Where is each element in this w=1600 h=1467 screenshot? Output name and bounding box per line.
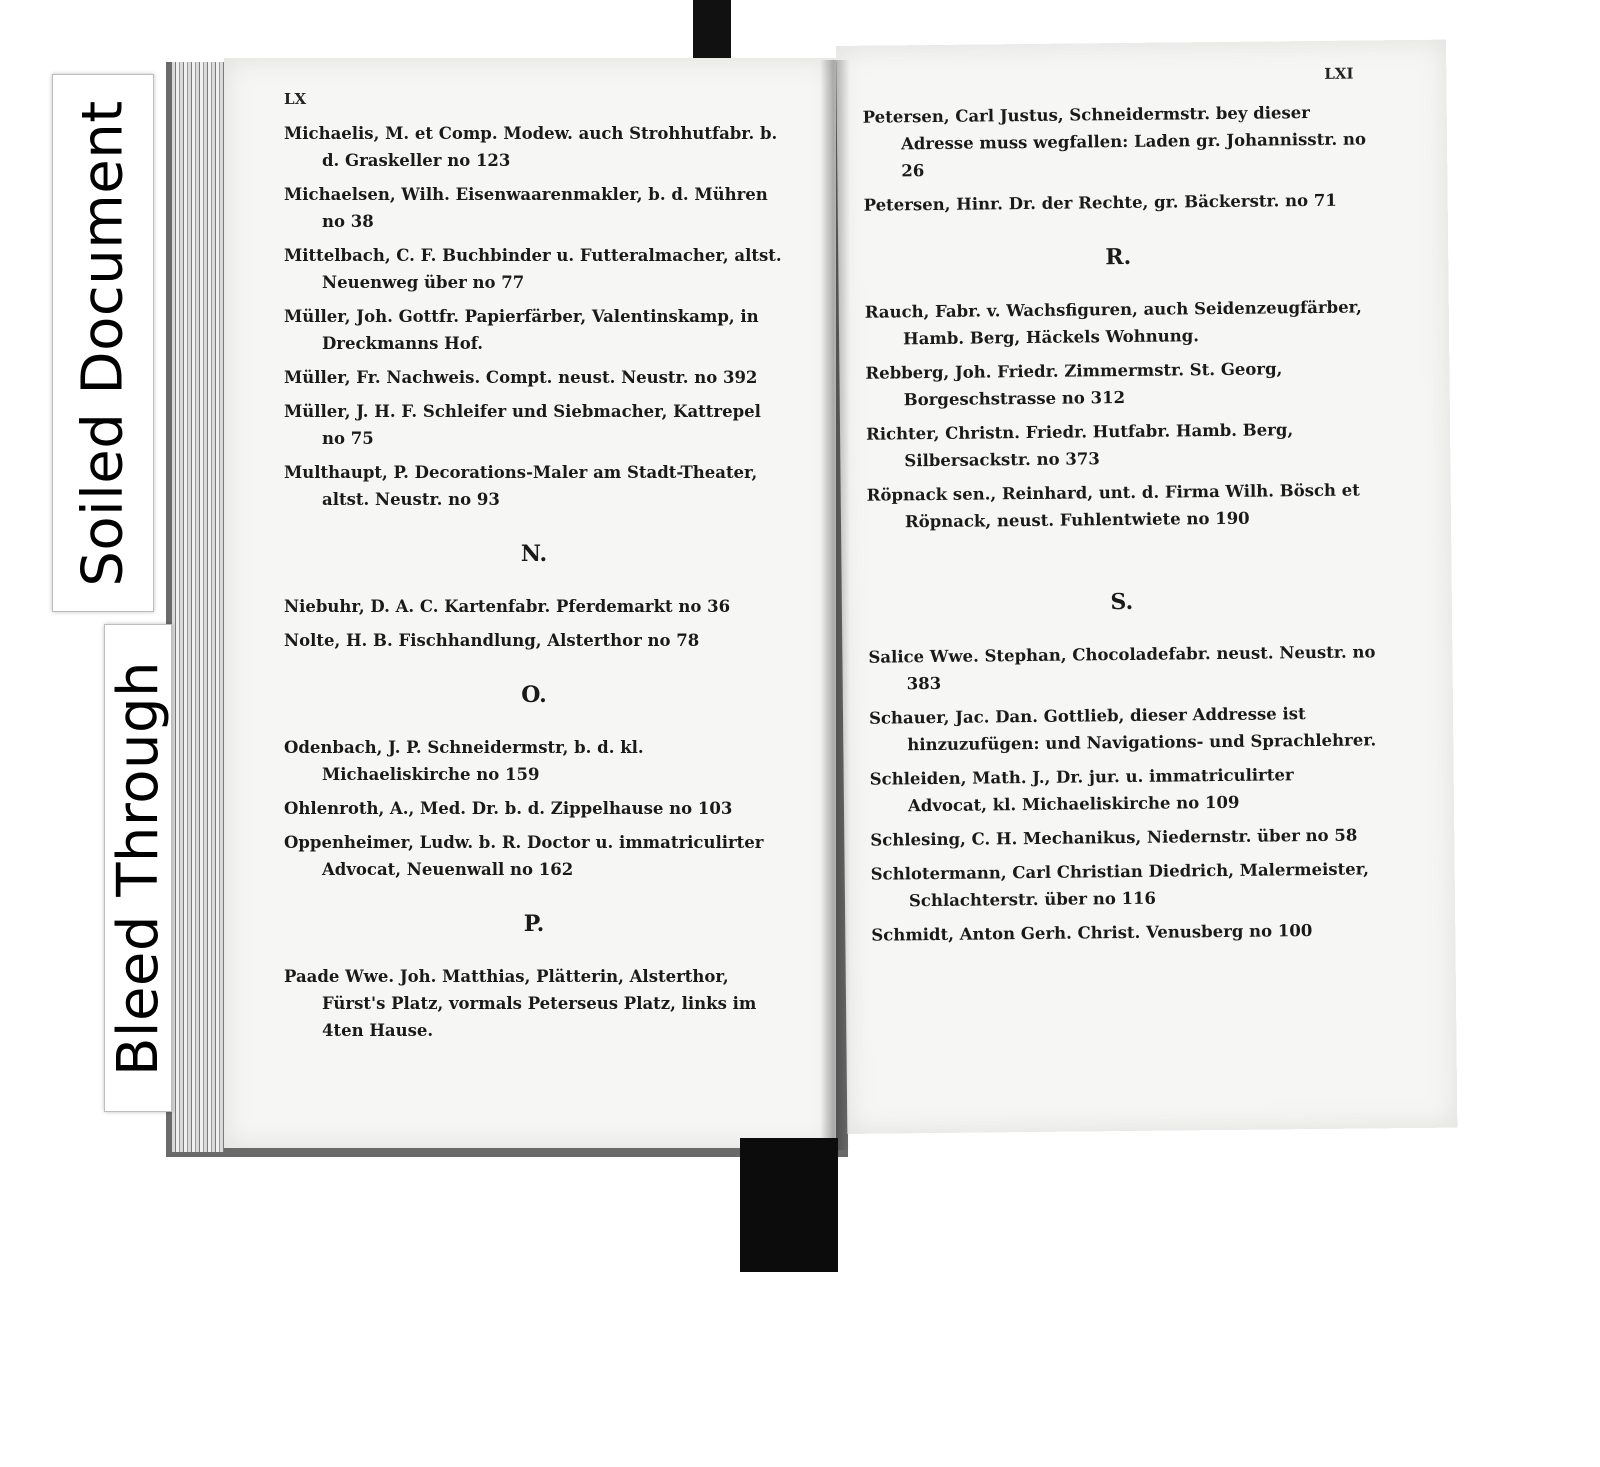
page-number: LX [284, 90, 307, 108]
page-edges [172, 62, 224, 1152]
right-page-text [863, 98, 1380, 955]
bleed-through-label: Bleed Through [105, 660, 171, 1076]
bleed-through-tag [104, 624, 172, 1112]
entry: Oppenheimer, Ludw. b. R. Doctor u. immatriculirter Advocat, Neuenwall no 162 [284, 833, 764, 879]
section-heading: S. [1110, 588, 1134, 616]
entry: Petersen, Hinr. Dr. der Rechte, gr. Bäckerstr. no 71 [863, 190, 1337, 215]
entry: Müller, J. H. F. Schleifer und Siebmacher, Kattrepel no 75 [284, 402, 761, 448]
entry: Odenbach, J. P. Schneidermstr, b. d. kl. Michaeliskirche no 159 [284, 738, 644, 784]
entry: Schauer, Jac. Dan. Gottlieb, dieser Addresse ist hinzuzufügen: und Navigations- und Sprachlehrer. [868, 704, 1377, 755]
entry: Schlesing, C. H. Mechanikus, Niedernstr. über no 58 [870, 825, 1358, 850]
book-gutter [820, 60, 850, 1150]
entry: Petersen, Carl Justus, Schneidermstr. bey dieser Adresse muss wegfallen: Laden gr. Johannisstr. no 26 [862, 103, 1367, 181]
entry: Schlotermann, Carl Christian Diedrich, Malermeister, Schlachterstr. über no 116 [870, 859, 1370, 911]
section-heading: P. [523, 911, 545, 937]
entry: Rebberg, Joh. Friedr. Zimmermstr. St. Georg, Borgeschstrasse no 312 [865, 359, 1283, 410]
entry: Multhaupt, P. Decorations-Maler am Stadt-Theater, altst. Neustr. no 93 [284, 463, 758, 509]
entry: Paade Wwe. Joh. Matthias, Plätterin, Alsterthor, Fürst's Platz, vormals Peterseus Platz, links im 4ten Hause. [284, 967, 757, 1040]
binding-strap-bottom [740, 1138, 838, 1272]
entry: Müller, Fr. Nachweis. Compt. neust. Neustr. no 392 [284, 368, 758, 387]
soiled-document-label: Soiled Document [70, 99, 136, 587]
entry: Müller, Joh. Gottfr. Papierfärber, Valentinskamp, in Dreckmanns Hof. [284, 307, 759, 353]
entry: Mittelbach, C. F. Buchbinder u. Futteralmacher, altst. Neuenweg über no 77 [284, 246, 782, 292]
entry: Salice Wwe. Stephan, Chocoladefabr. neust. Neustr. no 383 [868, 642, 1376, 694]
page-number: LXI [1324, 64, 1354, 83]
entry: Michaelsen, Wilh. Eisenwaarenmakler, b. d. Mühren no 38 [284, 185, 768, 231]
section-heading: R. [1105, 243, 1132, 271]
left-page-text [284, 120, 784, 1051]
left-page [224, 58, 836, 1148]
entry: Nolte, H. B. Fischhandlung, Alsterthor no 78 [284, 631, 700, 650]
entry: Rauch, Fabr. v. Wachsfiguren, auch Seidenzeugfärber, Hamb. Berg, Häckels Wohnung. [864, 297, 1362, 349]
soiled-document-tag [52, 74, 154, 612]
right-page [836, 40, 1457, 1134]
entry: Schleiden, Math. J., Dr. jur. u. immatriculirter Advocat, kl. Michaeliskirche no 109 [869, 765, 1294, 816]
entry: Niebuhr, D. A. C. Kartenfabr. Pferdemarkt no 36 [284, 597, 731, 616]
entry: Röpnack sen., Reinhard, unt. d. Firma Wilh. Bösch et Röpnack, neust. Fuhlentwiete no 190 [866, 480, 1360, 532]
binding-strap-top [693, 0, 731, 66]
section-heading: O. [521, 682, 547, 708]
entry: Schmidt, Anton Gerh. Christ. Venusberg no 100 [871, 921, 1313, 945]
section-heading: N. [520, 541, 548, 567]
entry: Richter, Christn. Friedr. Hutfabr. Hamb. Berg, Silbersackstr. no 373 [865, 420, 1294, 471]
entry: Michaelis, M. et Comp. Modew. auch Strohhutfabr. b. d. Graskeller no 123 [284, 124, 778, 170]
entry: Ohlenroth, A., Med. Dr. b. d. Zippelhause no 103 [284, 799, 733, 818]
